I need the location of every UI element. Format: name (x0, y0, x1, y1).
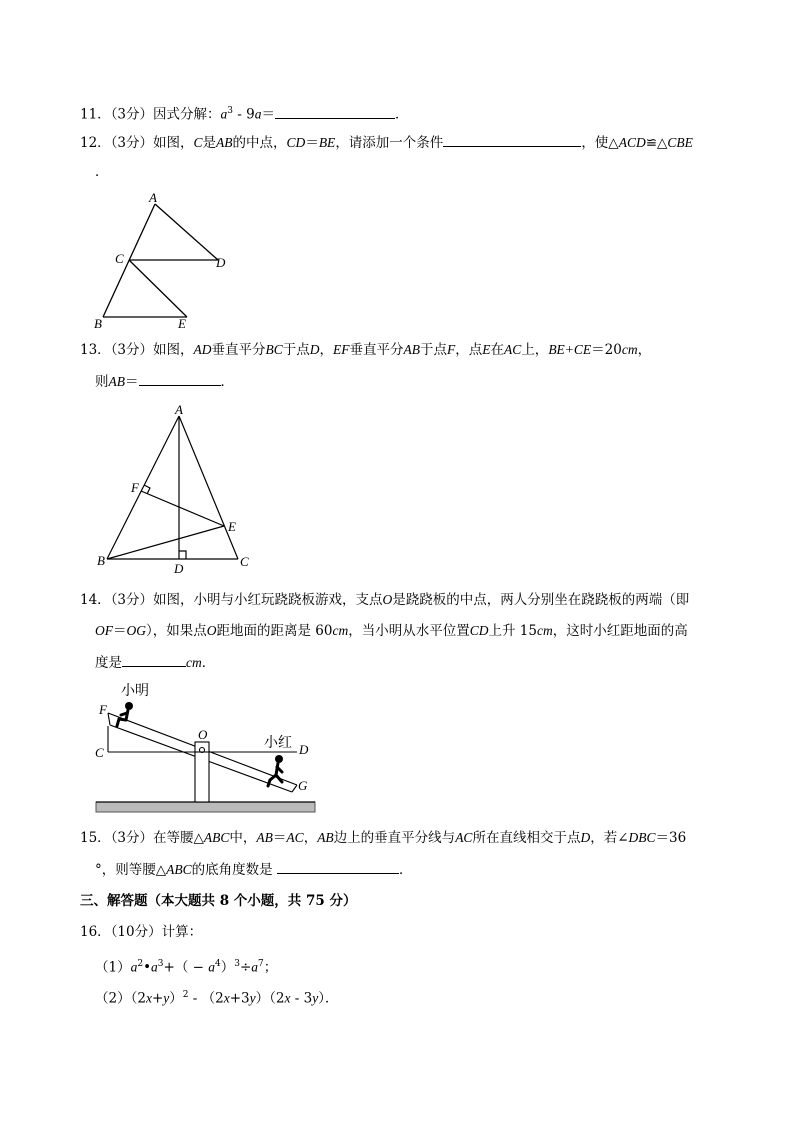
label-E: E (178, 316, 186, 331)
question-15-line2: °，则等腰△ABC的底角度数是 ． (95, 859, 412, 880)
question-14: 14．（3分）如图，小明与小红玩跷跷板游戏，支点O是跷跷板的中点，两人分别坐在跷跷板的两端（即 (80, 592, 690, 608)
label-E: E (228, 519, 236, 534)
label-O: O (198, 727, 208, 742)
question-14-line3: 度是 cm． (95, 652, 215, 673)
question-16: 16．（10分）计算： (80, 924, 203, 940)
xiaohong-figure (268, 755, 283, 786)
label-B: B (97, 553, 105, 568)
label-D: D (174, 561, 184, 576)
q16-number: 16． (80, 924, 111, 940)
q11-score: （3分） (110, 106, 154, 123)
q11-number: 11． (80, 106, 111, 123)
answer-blank[interactable] (275, 104, 395, 119)
q16-part-2: $(2)(2x+y)^2 - (2x+3y)(2x - 3y)$． (95, 990, 339, 1007)
question-15: 15．（3分）在等腰△ABC中，AB＝AC，AB边上的垂直平分线与AC所在直线相交于点D，若∠DBC＝36 (80, 830, 687, 846)
label-xiaoming: 小明 (121, 684, 149, 699)
question-14-line2: OF＝OG），如果点O距地面的距离是 60cm，当小明从水平位置CD上升 15cm，这时小红距地面的高 (95, 623, 688, 639)
label-A: A (175, 402, 183, 417)
question-13-line2: 则AB＝ ． (95, 371, 234, 392)
q12-triangle-figure (92, 190, 232, 335)
question-13: 13．（3分）如图，AD垂直平分BC于点D，EF垂直平分AB于点F，点E在AC上，BE+CE＝20cm， (80, 342, 652, 358)
label-C: C (115, 251, 124, 266)
q12-number: 12． (80, 135, 111, 151)
section-3-title: 三、解答题（本大题共 8 个小题，共 75 分） (80, 893, 357, 909)
label-F: F (131, 480, 139, 495)
q16-part-1: $(1)a^2•a^3+( - a^4)^3\div a^7$； (95, 959, 278, 976)
answer-blank[interactable] (443, 132, 581, 147)
q13-number: 13． (80, 342, 111, 358)
label-xiaohong: 小红 (264, 736, 292, 751)
q15-number: 15． (80, 830, 111, 846)
answer-blank[interactable] (139, 371, 221, 386)
label-D: D (216, 255, 226, 270)
q14-number: 14． (80, 592, 111, 608)
xiaoming-figure (117, 702, 133, 726)
label-F: F (99, 702, 107, 717)
label-G: G (298, 778, 308, 793)
q12-period: ． (95, 164, 109, 180)
label-A: A (149, 190, 157, 205)
question-11: 11．（3分）因式分解：$a^3 - 9a=$ ． (80, 101, 409, 125)
q13-triangle-figure (92, 400, 262, 580)
question-12: 12．（3分）如图，C是AB的中点，CD＝BE，请添加一个条件 ，使△ACD≌△CBE (80, 132, 693, 153)
label-C: C (240, 554, 249, 569)
label-B: B (94, 316, 102, 331)
answer-blank[interactable] (122, 652, 186, 667)
answer-blank[interactable] (277, 859, 399, 874)
label-C: C (95, 745, 104, 760)
label-D: D (299, 742, 309, 757)
q14-seesaw-figure (92, 682, 320, 814)
